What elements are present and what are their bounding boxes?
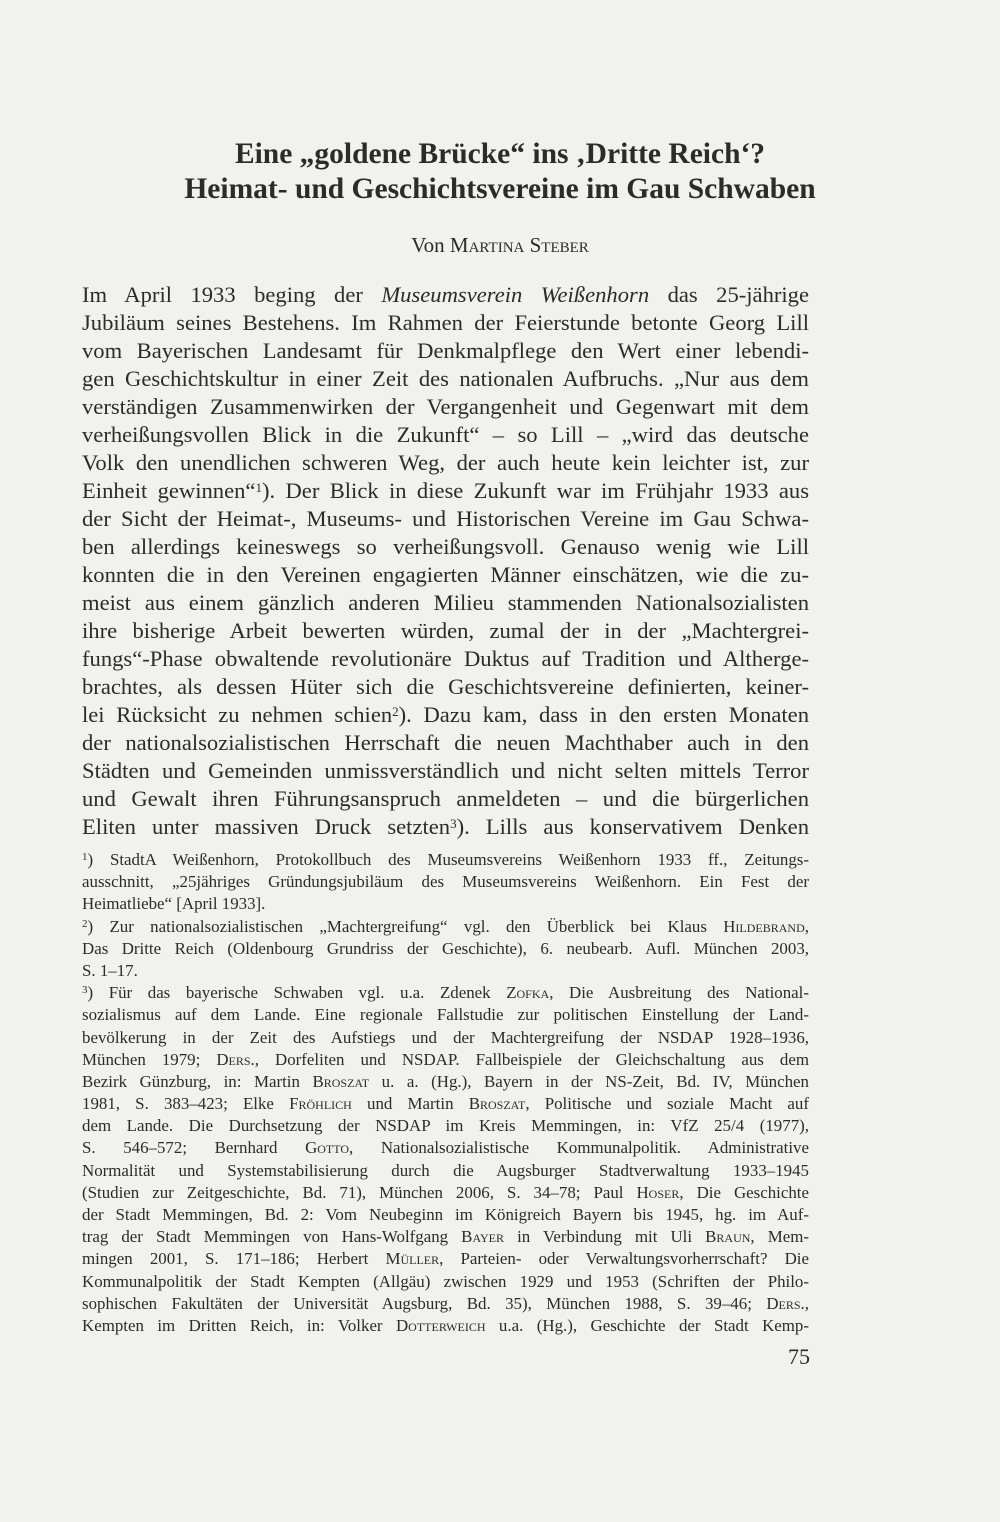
body-line: brachtes, als dessen Hüter sich die Geschichtsvereine definierten, keiner- — [82, 674, 809, 699]
body-line: ihre bisherige Arbeit bewerten würden, zumal der in der „Machtergrei- — [82, 618, 809, 643]
author-surname: Bayer — [461, 1227, 505, 1247]
body-line: verständigen Zusammenwirken der Vergangenheit und Gegenwart mit dem — [82, 394, 809, 419]
footnote-line: Kempten im Dritten Reich, in: Volker Dotterweich u.a. (Hg.), Geschichte der Stadt Kemp- — [82, 1315, 809, 1335]
byline — [0, 232, 1000, 258]
footnote-line: München 1979; Ders., Dorfeliten und NSDAP. Fallbeispiele der Gleichschaltung aus dem — [82, 1049, 809, 1069]
footnote-line: Normalität und Systemstabilisierung durch die Augsburger Stadtverwaltung 1933–1945 — [82, 1160, 809, 1180]
footnote-line: $^3$) Für das bayerische Schwaben vgl. u.a. Zdenek Zofka, Die Ausbreitung des National- — [82, 983, 809, 1003]
author-surname: Ders. — [216, 1049, 255, 1069]
body-line: Eliten unter massiven Druck setzten$^3$). Lills aus konservativem Denken — [82, 814, 809, 839]
body-line: Jubiläum seines Bestehens. Im Rahmen der Feierstunde betonte Georg Lill — [82, 310, 809, 335]
footnote-line: $^2$) Zur nationalsozialistischen „Machtergreifung“ vgl. den Überblick bei Klaus Hildebrand, — [82, 916, 809, 936]
author-surname: Hildebrand — [723, 916, 805, 936]
footnote-marker: 1 — [82, 851, 88, 863]
body-line: der Sicht der Heimat-, Museums- und Historischen Vereine im Gau Schwa- — [82, 506, 809, 531]
footnote-line: der Stadt Memmingen, Bd. 2: Vom Neubeginn im Königreich Bayern bis 1945, hg. im Auf- — [82, 1205, 809, 1224]
footnote-marker: 1 — [255, 480, 262, 495]
author-surname: Braun — [705, 1227, 751, 1247]
footnote-line: sophischen Fakultäten der Universität Augsburg, Bd. 35), München 1988, S. 39–46; Ders., — [82, 1293, 809, 1313]
author-surname: Gotto — [305, 1138, 350, 1158]
body-line: fungs“-Phase obwaltende revolutionäre Duktus auf Tradition und Althergе- — [82, 646, 809, 671]
footnote-line: trag der Stadt Memmingen von Hans-Wolfgang Bayer in Verbindung mit Uli Braun, Mem- — [82, 1227, 809, 1247]
body-line: meist aus einem gänzlich anderen Milieu stammenden Nationalsozialisten — [82, 590, 809, 615]
footnote-marker: 2 — [82, 917, 88, 930]
author-surname: Ders. — [766, 1293, 805, 1313]
body-line: konnten die in den Vereinen engagierten Männer einschätzen, wie die zu- — [82, 562, 809, 587]
body-line: Städten und Gemeinden unmissverständlich und nicht selten mittels Terror — [82, 758, 809, 783]
body-line: Volk den unendlichen schweren Weg, der auch heute kein leichter ist, zur — [82, 450, 809, 475]
footnote-marker: 3 — [450, 816, 457, 831]
footnote-line: S. 1–17. — [82, 960, 138, 980]
author-surname: Zofka — [506, 983, 550, 1003]
footnotes — [82, 849, 809, 1337]
author-surname: Hoser — [636, 1182, 680, 1202]
author-name: Martina Steber — [449, 233, 589, 257]
body-line: vom Bayerischen Landesamt für Denkmalpflege den Wert einer lebendi- — [82, 338, 809, 363]
footnote-line: $^1$) StadtA Weißenhorn, Protokollbuch des Museumsvereins Weißenhorn 1933 ff., Zeitungs- — [82, 850, 809, 869]
footnote-line: bevölkerung in der Zeit des Aufstiegs und der Machtergreifung der NSDAP 1928–1936, — [82, 1027, 809, 1047]
author-surname: Müller — [385, 1249, 440, 1269]
footnote-line: S. 546–572; Bernhard Gotto, Nationalsozialistische Kommunalpolitik. Administrative — [82, 1138, 809, 1158]
body-line: Einheit gewinnen“$^1$). Der Blick in diese Zukunft war im Frühjahr 1933 aus — [82, 478, 809, 503]
body-line: Im April 1933 beging der Museumsverein Weißenhorn das 25-jährige — [82, 282, 809, 307]
title-line-1: Eine „goldene Brücke“ ins ‚Dritte Reich‘? — [234, 138, 766, 170]
article-title — [0, 137, 1000, 207]
footnote-line: Bezirk Günzburg, in: Martin Broszat u. a. (Hg.), Bayern in der NS-Zeit, Bd. IV, München — [82, 1071, 809, 1091]
body-line: gen Geschichtskultur in einer Zeit des nationalen Aufbruchs. „Nur aus dem — [82, 366, 809, 391]
page-number: 75 — [788, 1344, 810, 1369]
author-surname: Dotterweich — [395, 1315, 486, 1335]
footnote-line: Das Dritte Reich (Oldenbourg Grundriss der Geschichte), 6. neubearb. Aufl. München 2003, — [82, 938, 809, 958]
byline-prefix: Von — [411, 233, 445, 257]
footnote-line: Kommunalpolitik der Stadt Kempten (Allgäu) zwischen 1929 und 1953 (Schriften der Philo- — [82, 1271, 809, 1291]
body-line: der nationalsozialistischen Herrschaft die neuen Machthaber auch in den — [82, 730, 809, 755]
body-line: verheißungsvollen Blick in die Zukunft“ – so Lill – „wird das deutsche — [82, 422, 809, 447]
body-line: und Gewalt ihren Führungsanspruch anmeldeten – und die bürgerlichen — [82, 786, 809, 811]
italic-title: Museumsverein Weißenhorn — [381, 282, 650, 307]
footnote-line: (Studien zur Zeitgeschichte, Bd. 71), München 2006, S. 34–78; Paul Hoser, Die Geschichte — [82, 1182, 809, 1202]
footnote-marker: 2 — [392, 704, 399, 719]
title-line-2: Heimat- und Geschichtsvereine im Gau Schwaben — [184, 173, 816, 205]
author-surname: Broszat — [312, 1071, 370, 1091]
footnote-line: ausschnitt, „25jähriges Gründungsjubiläum des Museumsvereins Weißenhorn. Ein Fest der — [82, 872, 809, 892]
body-line: ben allerdings keineswegs so verheißungsvoll. Genauso wenig wie Lill — [82, 534, 809, 559]
footnote-line: 1981, S. 383–423; Elke Fröhlich und Martin Broszat, Politische und soziale Macht auf — [82, 1094, 810, 1114]
author-surname: Fröhlich — [289, 1094, 352, 1114]
footnote-marker: 3 — [82, 984, 88, 997]
footnote-line: sozialismus auf dem Lande. Eine regionale Fallstudie zur politischen Einstellung der Land- — [82, 1005, 809, 1025]
footnote-line: Heimatliebe“ [April 1933]. — [82, 894, 266, 914]
footnote-line: mingen 2001, S. 171–186; Herbert Müller, Parteien- oder Verwaltungsvorherrschaft? Die — [82, 1249, 809, 1269]
author-surname: Broszat — [468, 1094, 526, 1114]
footnote-line: dem Lande. Die Durchsetzung der NSDAP im Kreis Memmingen, in: VfZ 25/4 (1977), — [82, 1116, 809, 1136]
body-line: lei Rücksicht zu nehmen schien$^2$). Dazu kam, dass in den ersten Monaten — [82, 702, 810, 727]
body-text — [82, 281, 809, 841]
